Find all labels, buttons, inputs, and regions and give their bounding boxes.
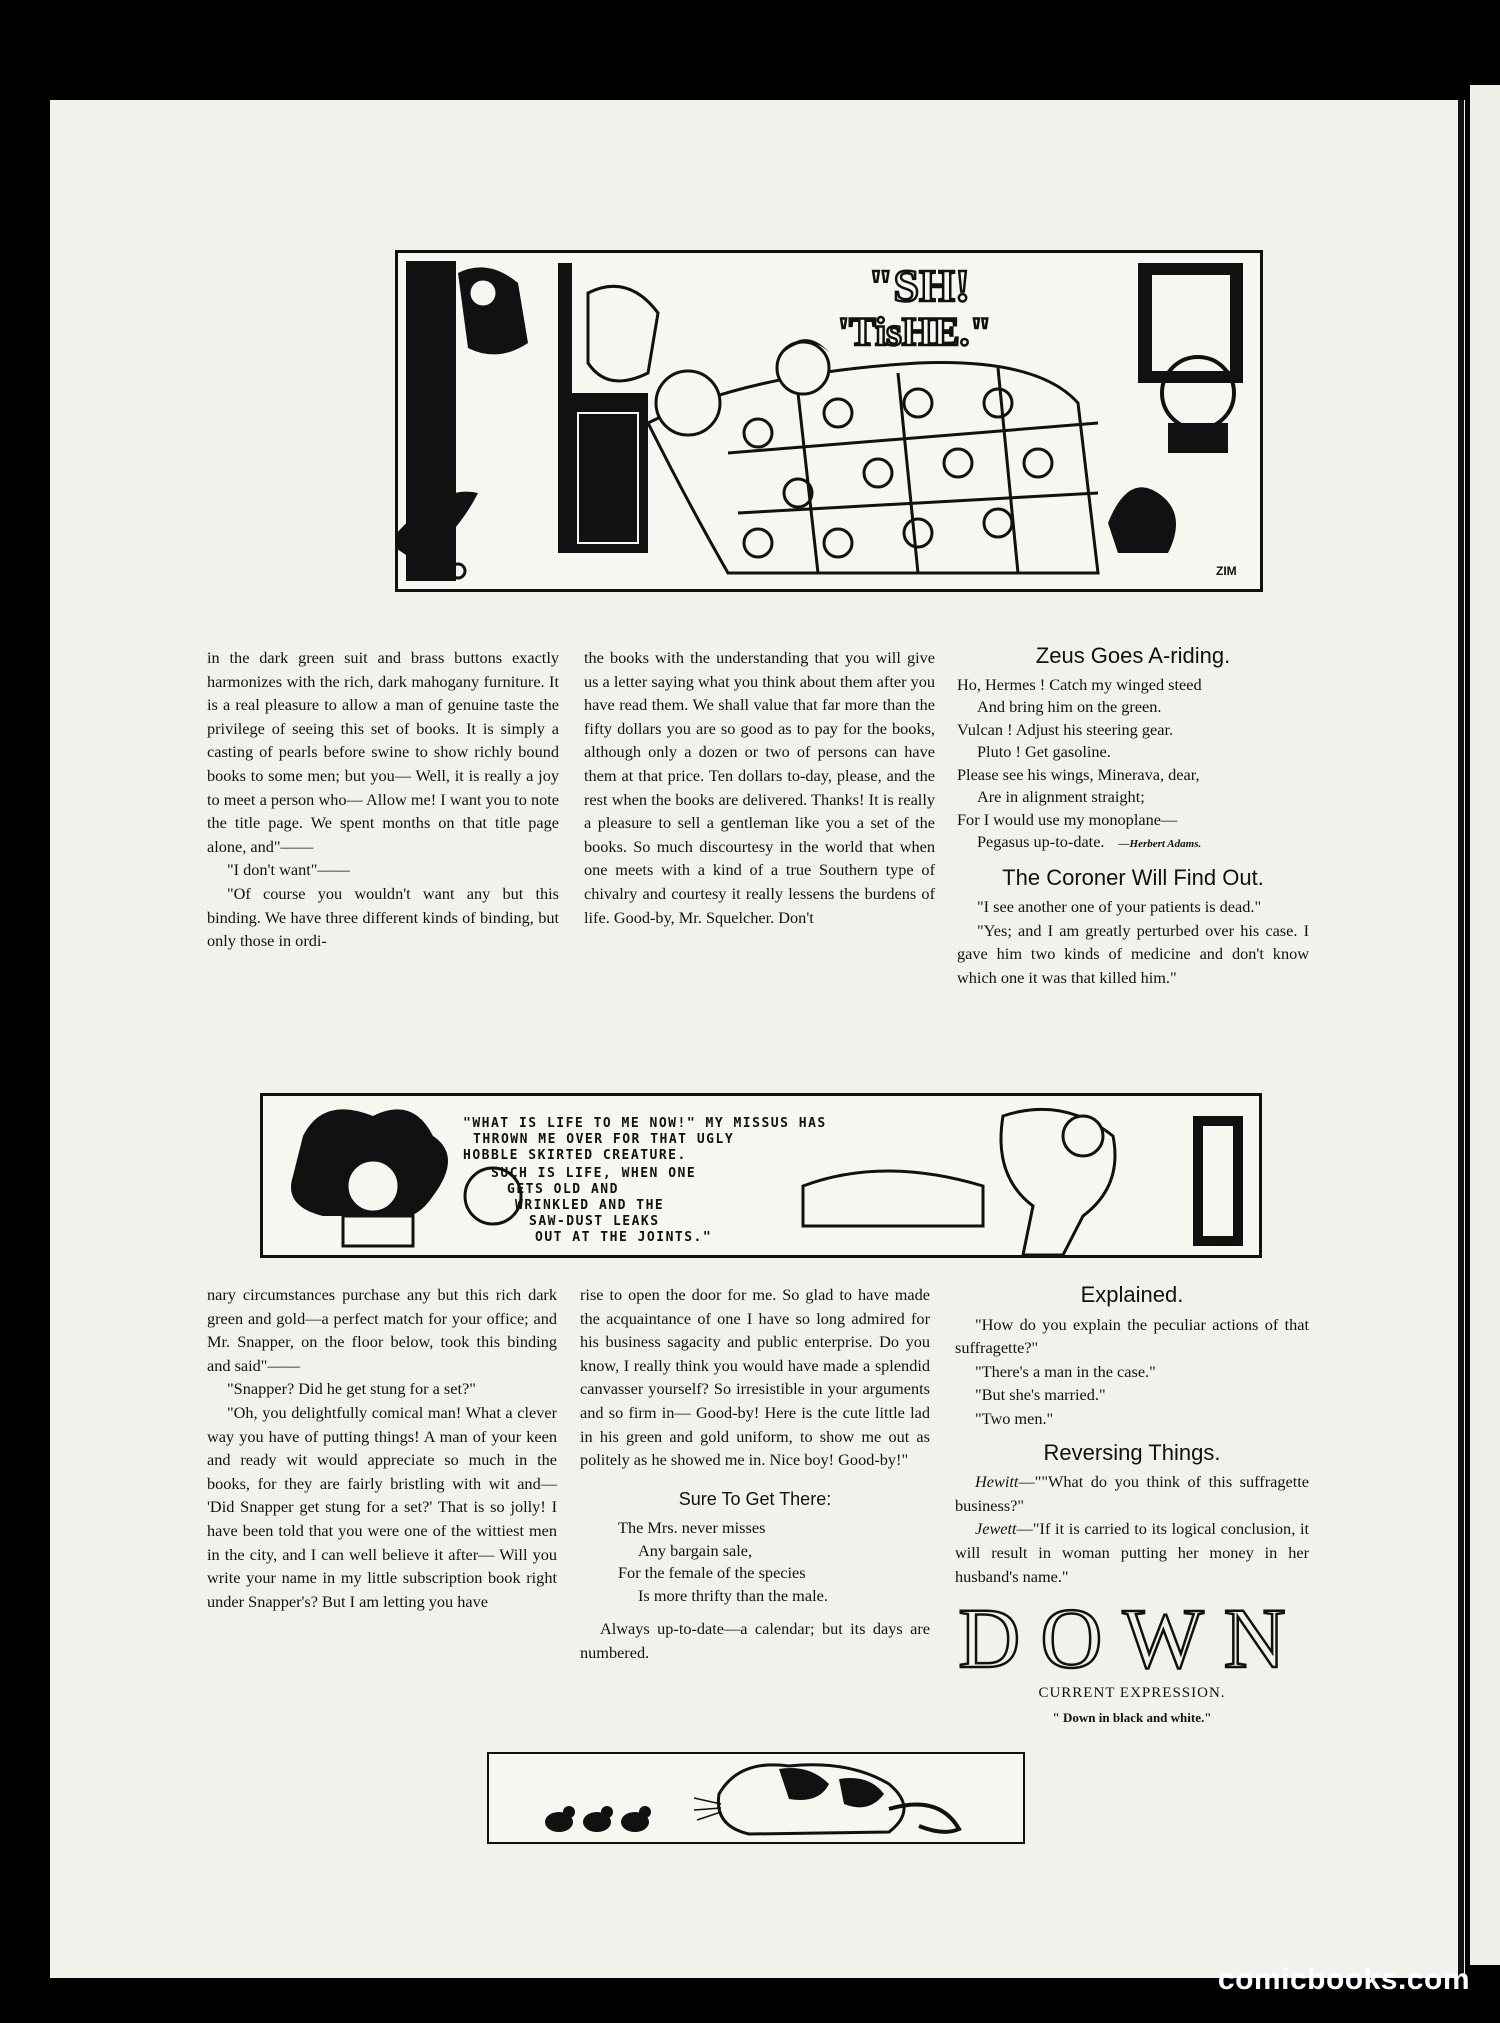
joke-paragraph: Jewett—"If it is carried to its logical conclusion, it will result in woman putting her money in her husband's name." [955,1519,1309,1586]
zeus-heading: Zeus Goes A-riding. [1035,643,1231,668]
down-tagline: " Down in black and white." [1052,1709,1212,1725]
reversing-heading: Reversing Things. [1043,1439,1221,1465]
pillow [588,286,658,381]
poem-line: Ho, Hermes ! Catch my winged steed [957,674,1202,694]
santa-figure-shape [458,267,528,354]
joke-paragraph: "I see another one of your patients is dead." [977,897,1262,917]
calendar-quip: Always up-to-date—a calendar; but its days are numbered. [580,1619,930,1662]
poem-line: Pegasus up-to-date. —Herbert Adams. [977,832,1202,852]
down-wordmark: DOWN [958,1590,1306,1687]
story-paragraph: "Oh, you delightfully comical man! What a clever way you have of putting things! A man of your keen and ready wit would appreciate so much in the books, for they are fairly bristling with wit and— 'Did Snapper get stung for a set?' That is so jolly! I have been told that you were one of the wittiest men in the city, and I can well believe it after— Will you write your name in my little subscription book right under Snapper's? But I am letting you have [207,1402,557,1611]
poem-line: Vulcan ! Adjust his steering gear. [957,719,1174,739]
poem-line: Are in alignment straight; [977,787,1145,807]
caption-line: WRINKLED AND THE [515,1198,665,1213]
sure-heading: Sure To Get There: [678,1488,832,1509]
zeus-poem [957,674,1309,856]
story-column-2-bottom [580,1283,930,1665]
joke-paragraph: "How do you explain the peculiar actions of that suffragette?" [955,1314,1309,1358]
joke-paragraph: Hewitt—""What do you think of this suffragette business?" [955,1472,1309,1515]
speaker-name: Jewett [975,1519,1017,1539]
down-subtitle: CURRENT EXPRESSION. [1038,1685,1226,1702]
caption-line: SUCH IS LIFE, WHEN ONE [491,1166,697,1181]
cat [1108,487,1176,553]
poem-line: Any bargain sale, [638,1540,753,1560]
sleeping-man-head [656,371,720,435]
caption-line: HOBBLE SKIRTED CREATURE. [463,1148,687,1163]
story-paragraph: rise to open the door for me. So glad to have made the acquaintance of one I have so long admired for his business sagacity and public enterprise. Do you know, I really think you would have made a splendid canvasser yourself? So irresistible in your arguments and so firm in— Good-by! Here is the cute little lad in his green and gold uniform, to show me out as politely as he showed me in. Nice boy! Good-by!" [580,1285,930,1470]
sure-poem [580,1517,930,1607]
story-column-1-top [207,646,559,953]
story-paragraph: "Of course you wouldn't want any but this binding. We have three different kinds of binding, but only those in ordi- [207,883,559,951]
artist-signature: ZIM [1216,564,1237,578]
caption-line: THROWN ME OVER FOR THAT UGLY [473,1132,735,1147]
caption-line: OUT AT THE JOINTS." [535,1230,713,1245]
sidebar-column-top [957,644,1309,990]
explained-heading: Explained. [1080,1282,1184,1307]
cartoon-title-line2: 'TisHE." [838,309,992,354]
bedroom-illustration [398,253,1260,589]
page-gutter [1458,100,1464,1978]
coroner-heading: The Coroner Will Find Out. [1002,864,1264,890]
poem-line: Is more thrifty than the male. [638,1585,828,1605]
joke-paragraph: "But she's married." [975,1385,1106,1405]
caption-line: "WHAT IS LIFE TO ME NOW!" MY MISSUS HAS [463,1116,827,1131]
story-paragraph: in the dark green suit and brass buttons exactly harmonizes with the rich, dark mahogany furniture. It is a real pleasure to allow a man of genuine taste the privilege of seeing this set of books. It is simply a casting of pearls before swine to show richly bound books to some men; but you— Well, it is really a joy to meet a person who— Allow me! I want you to note the title page. We spent months on that title page alone, and"—— [207,648,559,856]
story-column-2-top [584,646,935,929]
joke-paragraph: "There's a man in the case." [975,1361,1156,1381]
three-chicks [545,1806,651,1832]
cat-and-chicks-cartoon [487,1752,1025,1844]
poem-attribution: —Herbert Adams. [1118,838,1202,851]
poem-line: Pluto ! Get gasoline. [977,742,1111,762]
sidebar-column-bottom [955,1283,1309,1729]
speaker-name: Hewitt [975,1472,1019,1492]
middle-cartoon-strip [260,1093,1262,1258]
joke-paragraph: "Two men." [975,1408,1054,1428]
poem-line: For the female of the species [618,1563,806,1583]
christmas-tree [803,1171,983,1226]
facing-page-edge [1470,85,1500,1965]
cartoon-title-line1: "SH! [868,260,971,311]
poem-line: For I would use my monoplane— [957,809,1178,829]
story-paragraph: the books with the understanding that you will give us a letter saying what you think about them after you have read them. We shall value that far more than the fifty dollars you are so good as to pay for the books, although only a dozen or two of persons can have them at that price. Ten dollars to-day, please, and the rest when the books are delivered. Thanks! It is really a pleasure to sell a gentleman like you a set of the books. So much discourtesy in the world that when one meets with a kind of a true Southern type of chivalry and courtesy it really lessens the burdens of life. Good-by, Mr. Squelcher. Don't [584,648,935,927]
story-paragraph: "I don't want"—— [227,860,350,880]
poem-line: And bring him on the green. [977,697,1162,717]
poem-line: Please see his wings, Minerava, dear, [957,764,1200,784]
top-cartoon-bedroom [395,250,1263,592]
site-watermark: comicbooks.com [1217,1963,1470,1996]
story-paragraph: nary circumstances purchase any but this rich dark green and gold—a perfect match for your office; and Mr. Snapper, on the floor below, took this binding and said"—— [207,1285,557,1375]
story-column-1-bottom [207,1283,557,1613]
caption-line: SAW-DUST LEAKS [529,1214,660,1229]
story-paragraph: "Snapper? Did he get stung for a set?" [227,1379,476,1399]
caption-line: GETS OLD AND [507,1182,619,1197]
artist-signature: ZIM [1213,1237,1232,1249]
joke-paragraph: "Yes; and I am greatly perturbed over his case. I gave him two kinds of medicine and don't know which one it was that killed him." [957,920,1309,987]
poem-line: The Mrs. never misses [618,1518,766,1538]
cat-chicks-illustration [489,1754,1022,1841]
